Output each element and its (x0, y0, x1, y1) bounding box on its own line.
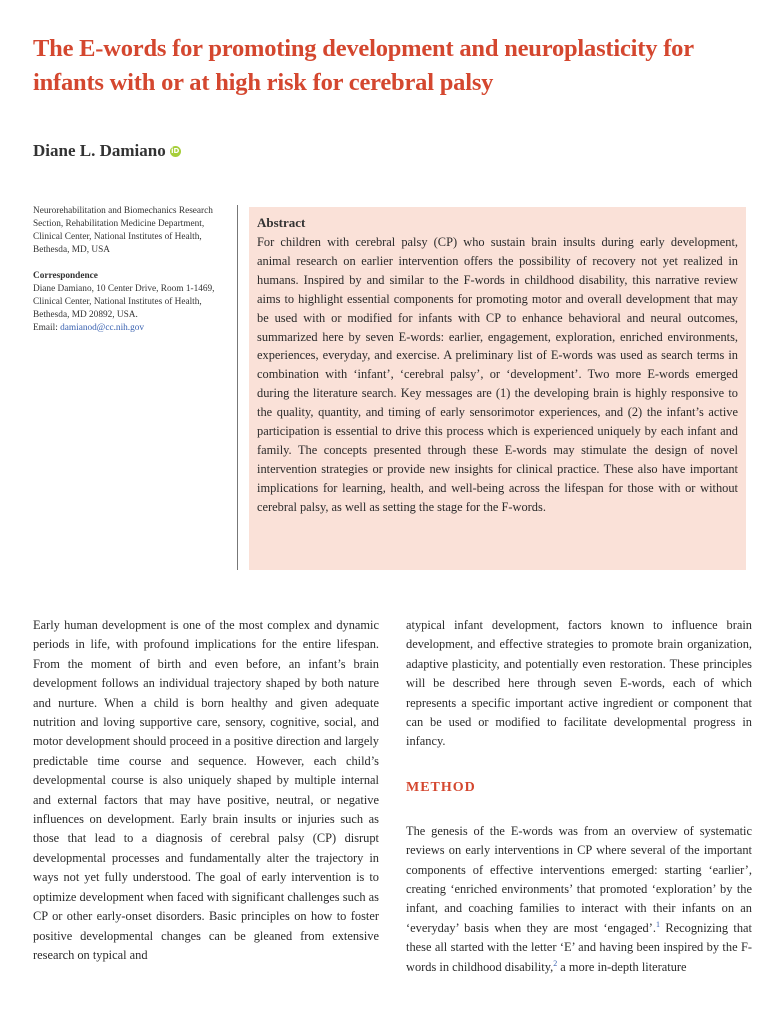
citation-2[interactable]: 2 (553, 958, 558, 968)
article-title: The E-words for promoting development and neuroplasticity for infants with or at high risk for cerebral palsy (33, 35, 694, 96)
citation-1[interactable]: 1 (655, 919, 660, 929)
author-name: Diane L. Damiano (33, 141, 166, 160)
method-text-1: The genesis of the E-words was from an overview of systematic reviews on early interventions in CP where several of the important components of effective interventions emerged: starting ‘earlier’, creating ‘enriched environments’ that promoted ‘exploration’ by the infant, and coaching families to interact with their infants on an ‘everyday’ basis when they are most ‘engaged’. (406, 823, 752, 935)
body-column-right (406, 616, 752, 977)
email-link[interactable]: damianod@cc.nih.gov (60, 323, 145, 333)
divider (237, 205, 238, 570)
correspondence-address: Diane Damiano, 10 Center Drive, Room 1-1469, Clinical Center, National Institutes of Health, Bethesda, MD 20892, USA. (33, 284, 215, 320)
affiliation: Neurorehabilitation and Biomechanics Research Section, Rehabilitation Medicine Department, Clinical Center, National Institutes of Health, Bethesda, MD, USA (33, 206, 213, 255)
method-text-3: a more in-depth literature (557, 959, 687, 974)
method-heading: METHOD (406, 779, 476, 795)
intro-paragraph-right: atypical infant development, factors known to influence brain development, and effective strategies to promote brain organization, adaptive plasticity, and potentially even restoration. These principles will be described here through seven E-words, each of which represents a specific important active ingredient or component that can be used or modified to facilitate developmental progress in infancy. (406, 618, 752, 749)
intro-paragraph-left: Early human development is one of the most complex and dynamic periods in life, with profound implications for the entire lifespan. From the moment of birth and even before, an infant’s brain development follows an individual trajectory shaped by both nature and nurture. When a child is born healthy and given adequate nutrition and loving supportive care, sensory, cognitive, social, and motor development should proceed in a positive direction and largely predictable time course and sequence. However, each child’s developmental course is also uniquely shaped by multiple internal and external factors that may have positive, neutral, or negative influences on development. Early brain insults or injuries such as those that lead to a diagnosis of cerebral palsy (CP) disrupt developmental processes and fundamentally alter the trajectory in ways not yet fully understood. The goal of early intervention is to optimize development when faced with significant challenges such as CP or other early-onset disorders. Basic principles on how to foster positive developmental changes can be gleaned from extensive research on typical and (33, 618, 379, 962)
abstract-box (249, 207, 746, 570)
method-text-2: Recognizing that these all started with the letter ‘E’ and having been inspired by the F-words in childhood disability, (406, 920, 752, 974)
abstract-text: For children with cerebral palsy (CP) who sustain brain insults during early development, animal research on earlier intervention offers the possibility of recovery not yet realized in humans. Inspired by and similar to the F-words in childhood disability, this narrative review aims to highlight essential components for promoting motor and overall development that may be used with or modified for infants with CP to enhance behavioral and neural outcomes, summarized here by seven E-words: earlier, engagement, exploration, enriched environments, experiences, everyday, and exercise. A preliminary list of E-words was used as search terms in combination with ‘infant’, ‘cerebral palsy’, or ‘development’. Two more E-words emerged during the literature search. Key messages are (1) the developing brain is highly responsive to the quality, quantity, and timing of early sensorimotor experiences, and (2) the infant’s active participation is essential to drive this process which is experienced uniquely by each infant and family. The concepts presented through these E-words may stimulate the design of novel intervention strategies or provide new insights for clinical practice. These also have important implications for learning, health, and well-being across the lifespan for those with or without cerebral palsy, as well as setting the stage for the F-words. (257, 235, 738, 514)
sidebar-info (33, 205, 233, 335)
correspondence-email-line (33, 322, 233, 335)
author (33, 141, 181, 161)
body-column-left (33, 616, 379, 965)
email-label: Email: (33, 323, 61, 333)
method-paragraph (406, 822, 752, 977)
abstract-heading: Abstract (257, 215, 306, 230)
correspondence-heading: Correspondence (33, 271, 98, 281)
orcid-icon[interactable]: iD (171, 146, 180, 155)
